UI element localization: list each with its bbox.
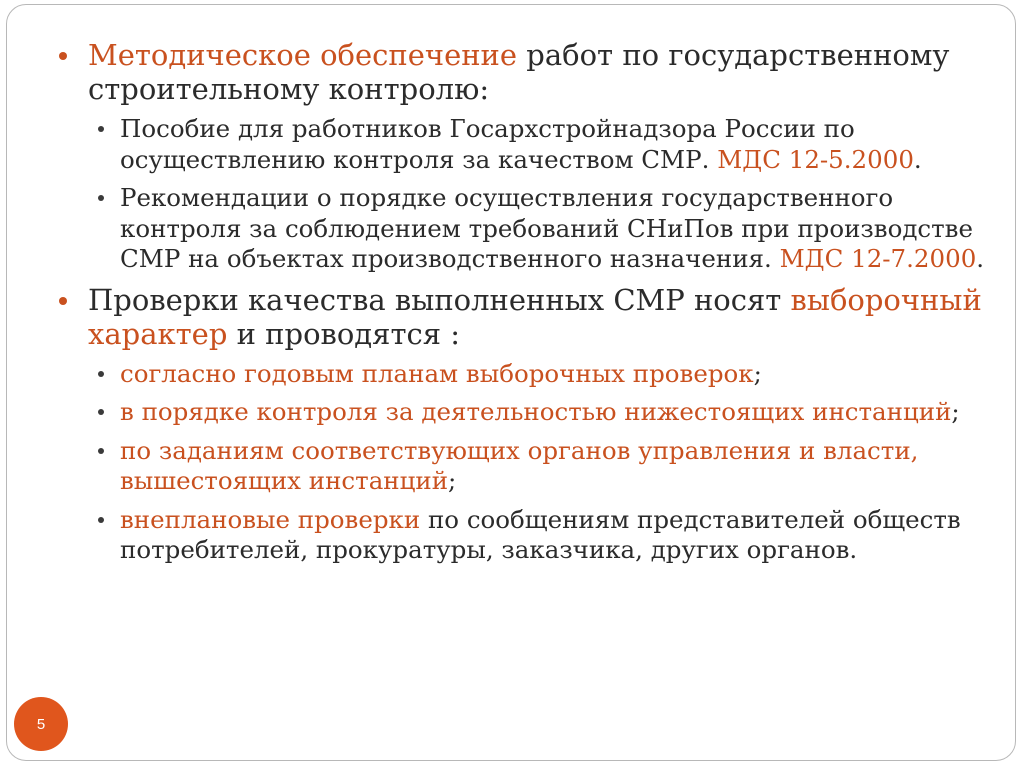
bullet-icon bbox=[59, 52, 67, 60]
bullet-icon bbox=[98, 371, 104, 377]
page-number: 5 bbox=[36, 715, 46, 733]
highlight-text: внеплановые проверки bbox=[120, 504, 421, 534]
sub-item-unscheduled-checks bbox=[56, 505, 1006, 566]
bullet-icon bbox=[98, 448, 104, 454]
bullet-icon bbox=[98, 409, 104, 415]
bullet-icon bbox=[98, 517, 104, 523]
sub-item-annual-plans bbox=[56, 359, 1006, 390]
bullet-item-quality-checks bbox=[56, 283, 1006, 351]
item-text: работ по государственному строительному контролю: bbox=[88, 38, 950, 106]
sub-item-subordinate-control bbox=[56, 397, 1006, 428]
page-number-badge bbox=[14, 697, 68, 751]
item-text-end: и проводятся : bbox=[227, 316, 461, 351]
item-text-end: ; bbox=[951, 397, 960, 426]
sub-item-manual bbox=[56, 114, 1006, 175]
item-text: по сообщениям представителей обществ потребителей, прокуратуры, заказчика, других органов. bbox=[120, 504, 961, 564]
item-text: Пособие для работников Госархстройнадзора России по осуществлению контроля за качеством СМР. bbox=[120, 114, 855, 174]
highlight-text: согласно годовым планам выборочных проверок bbox=[120, 358, 754, 388]
document-code: МДС 12-7.2000 bbox=[779, 244, 977, 273]
item-text-end: . bbox=[913, 144, 922, 174]
document-code: МДС 12-5.2000 bbox=[717, 144, 914, 174]
bullet-icon bbox=[98, 195, 104, 201]
item-text-end: ; bbox=[448, 466, 457, 495]
item-text: Проверки качества выполненных СМР носят bbox=[88, 282, 791, 317]
highlight-text: Методическое обеспечение bbox=[88, 38, 518, 72]
bullet-icon bbox=[98, 126, 104, 132]
item-text-end: ; bbox=[753, 358, 762, 388]
highlight-text: в порядке контроля за деятельностью нижестоящих инстанций bbox=[120, 397, 952, 426]
highlight-text: выборочный характер bbox=[88, 282, 982, 351]
sub-item-authority-tasks bbox=[56, 436, 1006, 497]
slide-content bbox=[56, 38, 1006, 574]
item-text: Рекомендации о порядке осуществления государственного контроля за соблюдением требований СНиПов при производстве СМР на объектах производственного назначения. bbox=[120, 183, 973, 273]
sub-item-recommendations bbox=[56, 183, 1006, 275]
bullet-icon bbox=[59, 297, 67, 305]
bullet-item-methodical-support bbox=[56, 38, 1006, 106]
item-text-end: . bbox=[976, 244, 985, 273]
highlight-text: по заданиям соответствующих органов управления и власти, вышестоящих инстанций bbox=[120, 435, 919, 495]
